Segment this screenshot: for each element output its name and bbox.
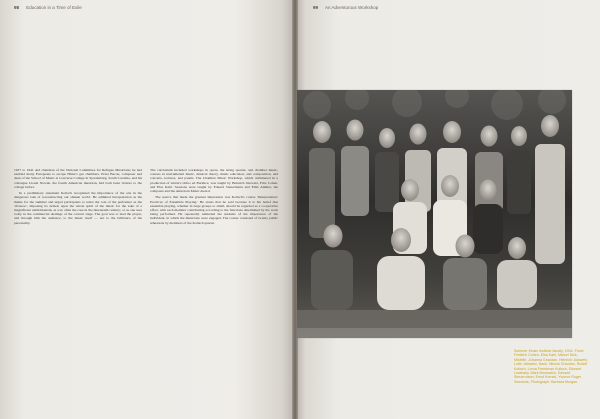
left-paragraph: 1937 to 1941 and chairman of the National Committee for Refugee Musicians; he had enabled many Europeans to escape Hitler's gas chambers. Ernst Bacon, composer and dean of the School of Music at Converse College in Spartanburg, South Carolina, and his colleague Lionel Nowak, the fourth American musician, had both been visitors to the college before. xyxy=(14,168,142,189)
group-photo-illustration xyxy=(297,90,572,338)
left-column-1 xyxy=(14,168,142,416)
faculty-group-photo xyxy=(297,90,572,338)
right-page-number: 99 xyxy=(313,5,319,10)
right-running-head xyxy=(313,5,378,10)
right-running-title: An Adventurous Workshop xyxy=(325,5,379,10)
left-page xyxy=(0,0,294,419)
left-paragraph: In a preliminary statement Kolisch recognized the importance of the arts in the dangerous task of reconstructing our shaken world. He admitted interpretation as the theme for the summer and urged participants to resist the role of the performer as the 'virtuoso', imposing its demon upon the whole spirit of the music for the sake of a magnificent exhibitionism, as was often the case in the nineteenth century; or as one sees today in the commercial dealings of the concert stage. The goal was to lead the player, and through him the audience, to the music itself — not to the brilliance of the personality. xyxy=(14,191,142,225)
left-paragraph: The curriculum included workshops in opera, the string quartet, and chamber music, courses in instrumental music, musical theory, music education, and composition, and concerts, lectures, and panels. The Chamber Music Workshop, which culminated in a production of Gluck's Orfeo ed Euridice, was taught by Heinrich Jalowetz, Fritz Cohen, and Elsa Kahl. Sessions were taught by Eduard Steuermann and Emil Ammer, the composer and the American Music Award. xyxy=(150,168,278,194)
photo-caption: Summer Music Institute faculty, 1944. Front: Frederic Cohen, Elsa Kahl, Marcel Dick, Mildelle, Johanna Graudan. Heinrich Jalowetz, Lotte Jalowetz, Back: Nikolai Graudan, Rudolf Kolisch, Lorna Freedman Kolisch, Edward Lowinsky, Mark Brunswick, Edward Steuermann, Ernst Krenek, Yvonne Roger Sessions, Photograph: Barbara Morgan. xyxy=(514,349,589,384)
left-column-2 xyxy=(150,168,278,416)
left-running-head xyxy=(14,5,82,10)
left-page-number: 98 xyxy=(14,5,20,10)
left-paragraph: The source that made the greatest impression was Kolisch's course 'Interpretation: Practices of Ensemble Playing.' He states that he said because it is his belief that ensemble playing, whether in large groups or small, should be regarded as a cooperative effort, with each member contributing according to the functions determined by the work being performed. He repeatedly reminded the students of the importance of the individual, in which the musicians were engaged. The course consisted of twenty public rehearsals by members of the Kolisch quartet. xyxy=(150,195,278,225)
left-running-title: Education in a Time of Exile xyxy=(26,5,82,10)
